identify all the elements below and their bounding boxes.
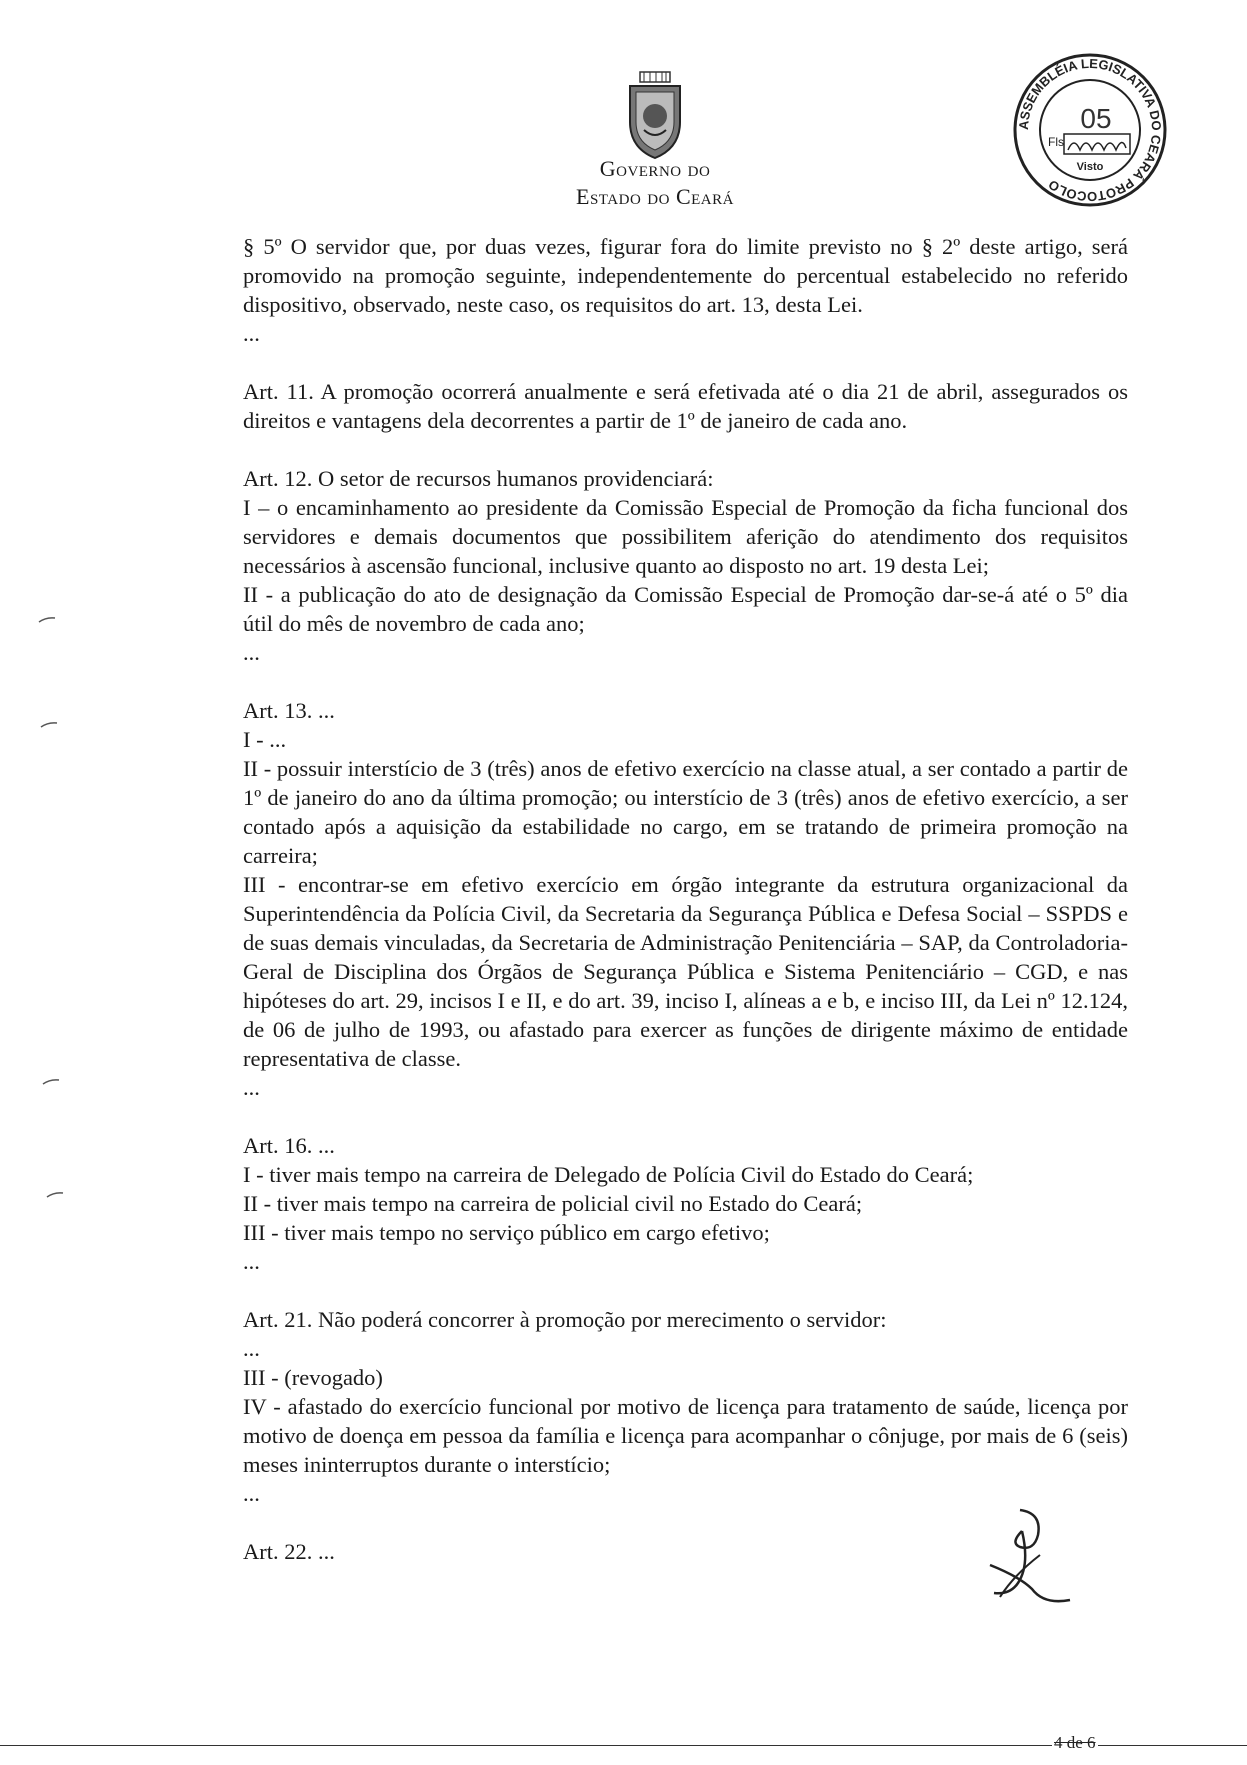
margin-mark: [38, 617, 56, 623]
paragraph: II - tiver mais tempo na carreira de policial civil no Estado do Ceará;: [243, 1191, 863, 1216]
paragraph: I – o encaminhamento ao presidente da Comissão Especial de Promoção da ficha funcional dos servidores e demais documentos que possibilitem aferição do atendimento dos requisitos necessários à ascensão funcional, inclusive quanto ao disposto no art. 19 desta Lei;: [243, 495, 1128, 578]
paragraph: I - ...: [243, 727, 287, 752]
spacer: [243, 667, 1128, 696]
ellipsis: ...: [243, 321, 260, 346]
paragraph-art-11: Art. 11. A promoção ocorrerá anualmente e será efetivada até o dia 21 de abril, assegurados os direitos e vantagens dela decorrentes a partir de 1º de janeiro de cada ano.: [243, 379, 1128, 433]
government-header: [500, 155, 810, 211]
paragraph-art-21: Art. 21. Não poderá concorrer à promoção por merecimento o servidor:: [243, 1307, 887, 1332]
header-line-governo: Governo do: [599, 156, 711, 181]
paragraph: III - tiver mais tempo no serviço público em cargo efetivo;: [243, 1220, 770, 1245]
spacer: [243, 1276, 1128, 1305]
ellipsis: ...: [243, 1075, 260, 1100]
paragraph: III - encontrar-se em efetivo exercício em órgão integrante da estrutura organizacional da Superintendência da Polícia Civil, da Secretaria da Segurança Pública e Defesa Social – SSPDS e de suas demais vinculadas, da Secretaria de Administração Penitenciária – SAP, da Controladoria-Geral de Disciplina dos Órgãos de Segurança Pública e Sistema Penitenciário – CGD, e nas hipóteses do art. 29, incisos I e II, e do art. 39, inciso I, alíneas a e b, e inciso III, da Lei nº 12.124, de 06 de julho de 1993, ou afastado para exercer as funções de dirigente máximo de entidade representativa de classe.: [243, 872, 1128, 1071]
paragraph-art-16: Art. 16. ...: [243, 1133, 335, 1158]
stamp-ring-text: ASSEMBLÉIA LEGISLATIVA DO CEARÁ PROTOCOLO: [1015, 55, 1165, 205]
margin-mark: [40, 722, 58, 728]
margin-mark: [42, 1079, 60, 1085]
paragraph-art-12: Art. 12. O setor de recursos humanos providenciará:: [243, 466, 714, 491]
ellipsis: ...: [243, 1336, 260, 1361]
ellipsis: ...: [243, 640, 260, 665]
protocol-stamp: [1010, 50, 1170, 210]
paragraph: II - a publicação do ato de designação da Comissão Especial de Promoção dar-se-á até o 5º dia útil do mês de novembro de cada ano;: [243, 582, 1128, 636]
signature-mark: [980, 1505, 1080, 1610]
ellipsis: ...: [243, 1249, 260, 1274]
state-crest-icon: [620, 70, 690, 162]
paragraph: III - (revogado): [243, 1365, 383, 1390]
stamp-visto-label: Visto: [1076, 161, 1104, 173]
paragraph: § 5º O servidor que, por duas vezes, figurar fora do limite previsto no § 2º deste artigo, será promovido na promoção seguinte, independentemente do percentual estabelecido no referido dispositivo, observado, neste caso, os requisitos do art. 13, desta Lei.: [243, 234, 1128, 317]
paragraph-art-13: Art. 13. ...: [243, 698, 335, 723]
stamp-fls-label: Fls: [1048, 135, 1064, 149]
paragraph: II - possuir interstício de 3 (três) anos de efetivo exercício na classe atual, a ser contado a partir de 1º de janeiro do ano da última promoção; ou interstício de 3 (três) anos de efetivo exercício, a ser contado após a aquisição da estabilidade no cargo, em se tratando de primeira promoção na carreira;: [243, 756, 1128, 868]
margin-mark: [46, 1192, 64, 1198]
spacer: [243, 348, 1128, 377]
header-line-estado: Estado do Ceará: [576, 184, 734, 209]
paragraph: IV - afastado do exercício funcional por motivo de licença para tratamento de saúde, licença por motivo de doença em pessoa da família e licença para acompanhar o cônjuge, por mais de 6 (seis) meses ininterruptos durante o interstício;: [243, 1394, 1128, 1477]
stamp-handwriting-mark: [1068, 142, 1126, 150]
stamp-number: 05: [1080, 103, 1112, 134]
document-body: [243, 232, 1128, 1566]
paragraph-art-22: Art. 22. ...: [243, 1539, 335, 1564]
page-number: 4 de 6: [1054, 1733, 1096, 1752]
spacer: [243, 1102, 1128, 1131]
paragraph: I - tiver mais tempo na carreira de Delegado de Polícia Civil do Estado do Ceará;: [243, 1162, 974, 1187]
spacer: [243, 435, 1128, 464]
ellipsis: ...: [243, 1481, 260, 1506]
